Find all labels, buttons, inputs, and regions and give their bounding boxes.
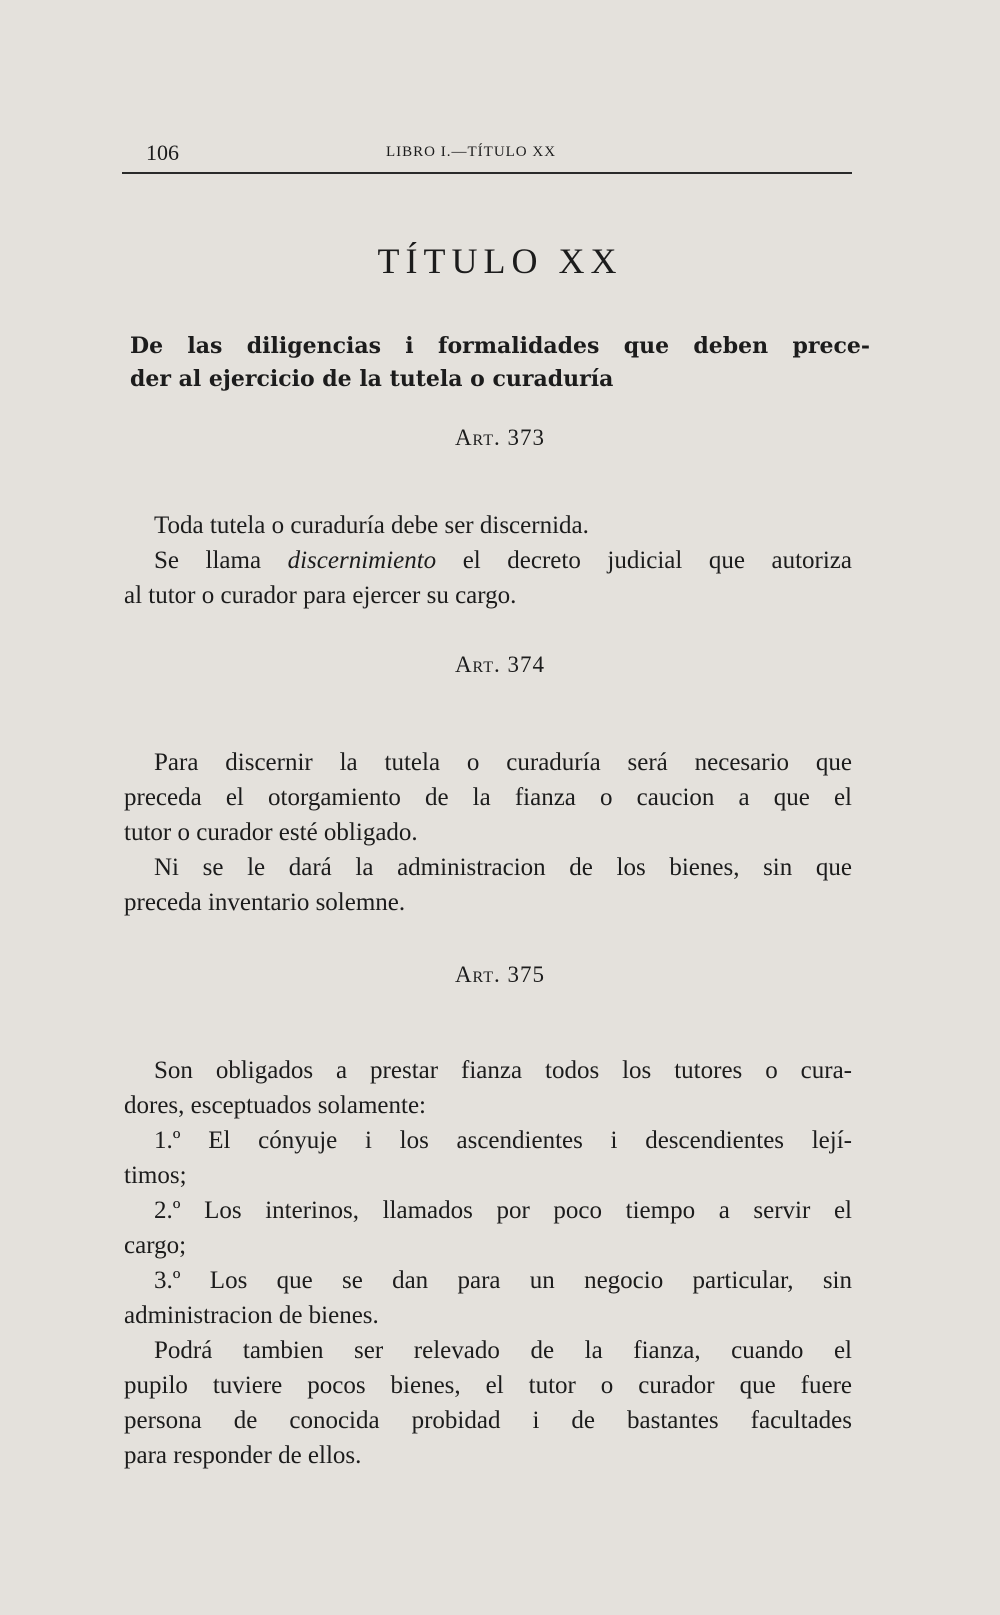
running-head: LIBRO I.—TÍTULO XX <box>386 144 557 160</box>
subtitle-line: der al ejercicio de la tutela o curaduría <box>130 366 614 392</box>
text-line: Ni se le dará la administracion de los bienes, sin que <box>154 854 852 881</box>
list-item-2: 2.º Los interinos, llamados por poco tiempo a servir el <box>154 1197 852 1224</box>
text-line: dores, esceptuados solamente: <box>124 1092 426 1119</box>
article-number: 374 <box>507 652 546 677</box>
subtitle-line: De las diligencias i formalidades que deben prece- <box>130 333 870 359</box>
italic-term: discernimiento <box>287 547 437 574</box>
article-body-373 <box>124 508 852 613</box>
article-heading-373 <box>0 425 1000 451</box>
article-number: 373 <box>507 425 546 450</box>
text-line: Podrá tambien ser relevado de la fianza, cuando el <box>154 1337 852 1364</box>
text-line: Para discernir la tutela o curaduría será necesario que <box>154 749 852 776</box>
chapter-title: TÍTULO XX <box>377 241 623 281</box>
list-item-3: 3.º Los que se dan para un negocio particular, sin <box>154 1267 852 1294</box>
text-line: para responder de ellos. <box>124 1442 362 1469</box>
text-line: preceda inventario solemne. <box>124 889 406 916</box>
chapter-subtitle <box>130 330 870 396</box>
article-prefix: Art. <box>454 425 501 450</box>
article-body-374 <box>124 745 852 920</box>
text-line: cargo; <box>124 1232 187 1259</box>
article-body-375 <box>124 1053 852 1473</box>
text-line: administracion de bienes. <box>124 1302 379 1329</box>
list-item-1: 1.º El cónyuje i los ascendientes i descendientes lejí- <box>154 1127 852 1154</box>
text-line: Toda tutela o curaduría debe ser discernida. <box>154 512 589 539</box>
text-line: timos; <box>124 1162 187 1189</box>
article-prefix: Art. <box>454 962 501 987</box>
text-line: Son obligados a prestar fianza todos los tutores o cura- <box>154 1057 852 1084</box>
page-number: 106 <box>146 140 179 165</box>
text-line: Se llama discernimiento el decreto judicial que autoriza <box>154 547 853 574</box>
text-line: al tutor o curador para ejercer su cargo. <box>124 582 517 609</box>
text-line: pupilo tuviere pocos bienes, el tutor o curador que fuere <box>124 1372 852 1399</box>
article-prefix: Art. <box>454 652 501 677</box>
text-line: tutor o curador esté obligado. <box>124 819 418 846</box>
article-heading-375 <box>0 962 1000 988</box>
article-number: 375 <box>507 962 546 987</box>
text-line: persona de conocida probidad i de bastantes facultades <box>124 1407 852 1434</box>
text-line: preceda el otorgamiento de la fianza o caucion a que el <box>124 784 852 811</box>
running-header <box>122 134 852 164</box>
article-heading-374 <box>0 652 1000 678</box>
header-rule <box>122 172 852 174</box>
